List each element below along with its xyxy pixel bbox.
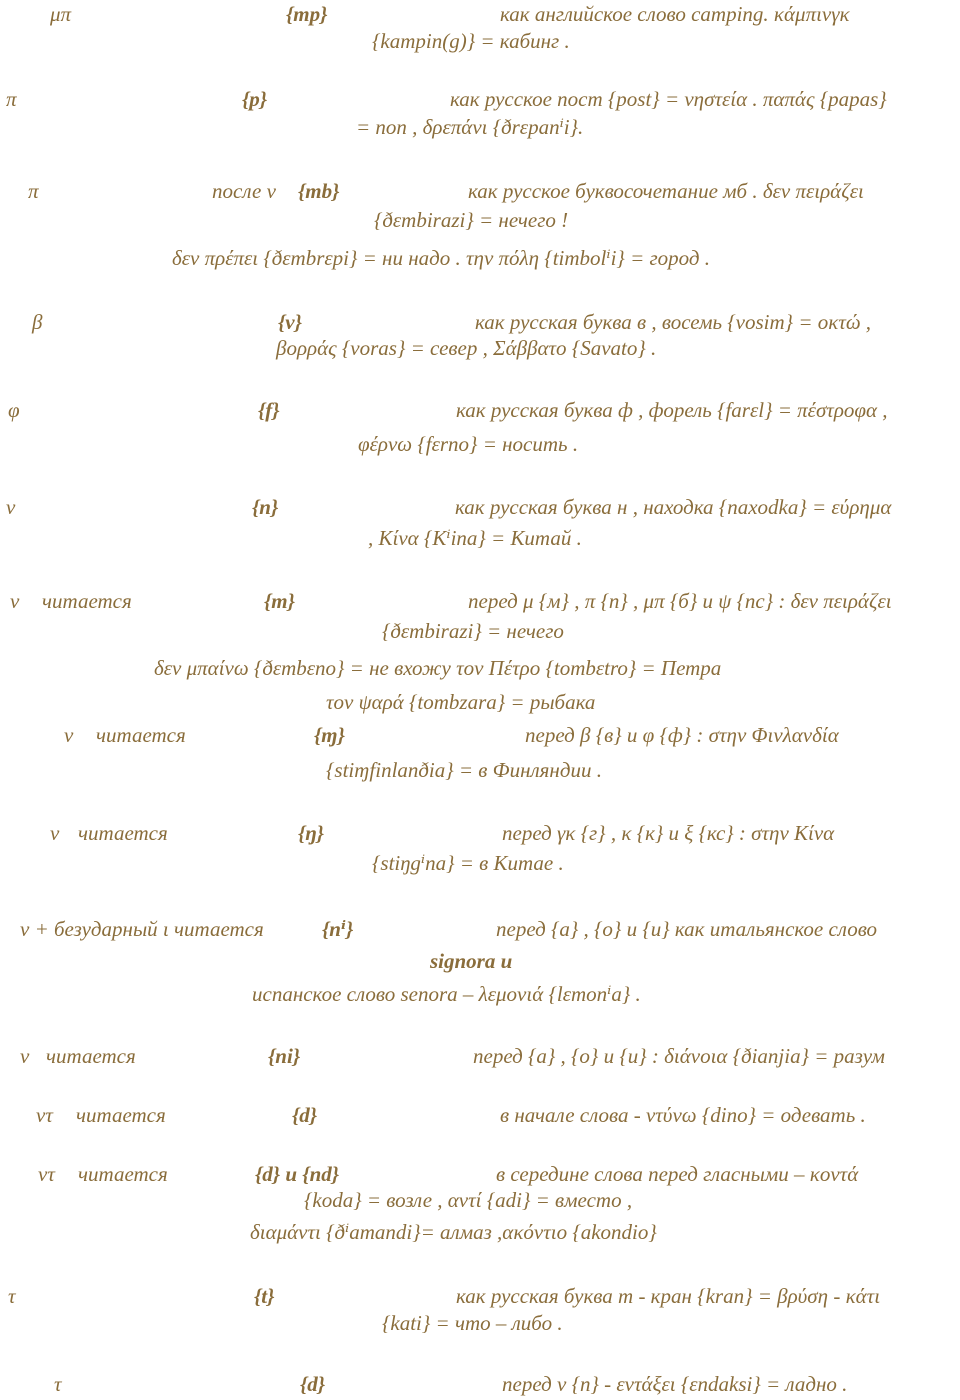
description-line: = поп , δρεπάνι {ðrεpanⁱi}. xyxy=(356,115,584,139)
description-line: как русская буква т - кран {kran} = βρύση - κάτι xyxy=(456,1284,881,1308)
greek-letter: ν xyxy=(50,821,60,845)
description-line: как русская буква н , находка {naxodka} = εύρημα xyxy=(455,495,892,519)
greek-letter: ν xyxy=(64,723,74,747)
description-line: {stiŋgⁱna} = в Китае . xyxy=(372,851,564,875)
greek-letter: ν xyxy=(6,495,16,519)
greek-letter: ν + безударный ι читается xyxy=(20,917,264,941)
description-line: перед β {в} и φ {ф} : στην Φινλανδία xyxy=(525,723,839,747)
description-line: перед μ {м} , π {п} , μπ {б} и ψ {пс} : δεν πειράζει xyxy=(468,589,892,613)
description-line: {stiɱfinlanðia} = в Финляндии . xyxy=(326,758,602,782)
description-line: {ðεmbirazi} = нечего xyxy=(382,619,564,643)
phonetic-symbol: {d} xyxy=(300,1372,326,1396)
description-line: {koda} = возле , αντί {adi} = вместо , xyxy=(304,1188,633,1212)
condition-label: читается xyxy=(96,723,186,747)
description-line: {kampin(g)} = кабинг . xyxy=(372,29,570,53)
greek-letter: φ xyxy=(8,398,20,422)
condition-label: после ν xyxy=(212,179,276,203)
description-line: , Κίνα {Kⁱina} = Китай . xyxy=(368,526,582,550)
description-line: перед γκ {г} , κ {к} и ξ {кс} : στην Κίνα xyxy=(502,821,835,845)
description-line: перед ν {n} - εντάξει {εndaksi} = ладно . xyxy=(502,1372,848,1396)
greek-letter: μπ xyxy=(50,2,72,26)
greek-letter: ν xyxy=(20,1044,30,1068)
phonetic-symbol: {p} xyxy=(242,87,268,111)
greek-letter: τ xyxy=(54,1372,62,1396)
phonetic-symbol: {ŋ} xyxy=(298,821,324,845)
description-line: {kati} = что – либо . xyxy=(382,1311,563,1335)
phonetic-symbol: {d} xyxy=(292,1103,318,1127)
greek-letter: π xyxy=(28,179,39,203)
description-line: перед {a} , {o} и {u} как итальянское слово xyxy=(496,917,878,941)
description-line: испанское слово senora – λεμονιά {lεmonⁱa} . xyxy=(252,982,641,1006)
greek-letter: τ xyxy=(8,1284,16,1308)
condition-label: читается xyxy=(78,821,168,845)
phonetic-symbol: {n} xyxy=(252,495,279,519)
description-line: διαμάντι {ðⁱamandi}= алмаз ,ακόντιο {akondio} xyxy=(250,1220,657,1244)
phonetic-symbol: {t} xyxy=(254,1284,275,1308)
condition-label: читается xyxy=(46,1044,136,1068)
phonetic-symbol: {m} xyxy=(264,589,295,613)
description-line: signora и xyxy=(430,949,513,973)
phonetic-symbol: {d} и {nd} xyxy=(255,1162,340,1186)
condition-label: читается xyxy=(42,589,132,613)
condition-label: читается xyxy=(78,1162,168,1186)
greek-letter: π xyxy=(6,87,17,111)
phonetic-symbol: {f} xyxy=(258,398,280,422)
description-line: βορράς {voras} = север , Σάββατο {Savato} . xyxy=(276,336,657,360)
description-line: в начале слова - ντύνω {dino} = одевать . xyxy=(500,1103,866,1127)
description-line: как английское слово camping. κάμπινγκ xyxy=(500,2,850,26)
phonetic-symbol: {ɱ} xyxy=(314,723,345,747)
description-line: как русское буквосочетание мб . δεν πειράζει xyxy=(468,179,864,203)
description-line: как русская буква в , восемь {vosim} = οκτώ , xyxy=(475,310,871,334)
description-line: перед {a} , {o} и {u} : διάνοια {ðianjia} = разум xyxy=(473,1044,885,1068)
condition-label: читается xyxy=(76,1103,166,1127)
description-line: δεν πρέπει {ðεmbrεpi} = ни надо . την πόλη {timbolⁱi} = город . xyxy=(172,246,711,270)
greek-letter: ντ xyxy=(36,1103,53,1127)
phonetic-symbol: {mb} xyxy=(298,179,340,203)
phonetic-symbol: {ni} xyxy=(268,1044,301,1068)
phonetic-symbol: {mp} xyxy=(286,2,328,26)
description-line: τον ψαρά {tombzara} = рыбака xyxy=(326,690,596,714)
description-line: как русское пост {post} = νηστεία . παπάς {papas} xyxy=(450,87,887,111)
description-line: как русская буква ф , форель {farεl} = πέστροφα , xyxy=(456,398,888,422)
phonetic-symbol: {nⁱ} xyxy=(322,917,354,941)
greek-letter: β xyxy=(32,310,43,334)
description-line: δεν μπαίνω {ðεmbεno} = не вхожу τον Πέτρο {tombεtro} = Петра xyxy=(154,656,722,680)
phonetic-symbol: {v} xyxy=(278,310,302,334)
greek-letter: ντ xyxy=(38,1162,55,1186)
description-line: φέρνω {fεrno} = носить . xyxy=(358,432,579,456)
greek-letter: ν xyxy=(10,589,20,613)
description-line: в середине слова перед гласными – κοντά xyxy=(496,1162,859,1186)
description-line: {ðεmbirazi} = нечего ! xyxy=(374,208,569,232)
